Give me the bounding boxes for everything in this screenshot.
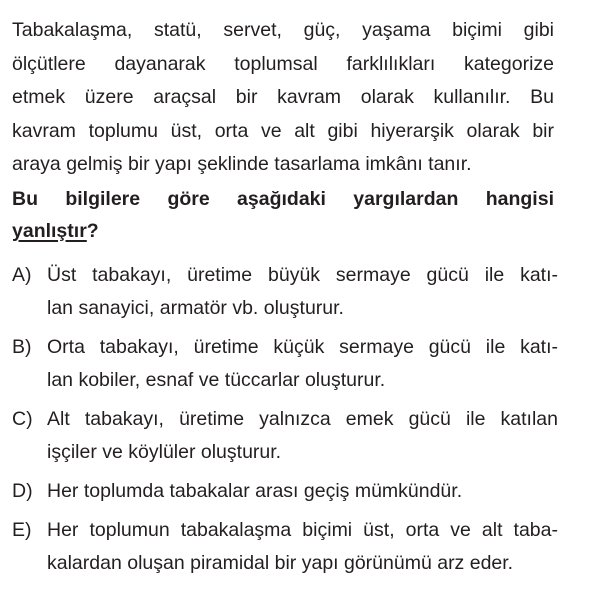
option-text-line: lan sanayici, armatör vb. oluşturur. bbox=[47, 297, 344, 319]
passage-line: etmek üzere araçsal bir kavram olarak kullanılır. Bu bbox=[12, 86, 554, 108]
option-c[interactable] bbox=[12, 403, 558, 469]
option-a[interactable] bbox=[12, 259, 558, 325]
option-d[interactable] bbox=[12, 475, 558, 508]
question-line bbox=[12, 215, 554, 247]
question-mark: ? bbox=[86, 220, 99, 242]
option-text-line: Alt tabakayı, üretime yalnızca emek gücü ile katılan bbox=[47, 408, 558, 430]
option-text-line: Üst tabakayı, üretime büyük sermaye gücü ile katı- bbox=[47, 264, 558, 286]
option-letter: B) bbox=[12, 336, 32, 358]
option-text-line: Her toplumda tabakalar arası geçiş mümkündür. bbox=[47, 480, 463, 502]
passage-line: araya gelmiş bir yapı şeklinde tasarlama imkânı tanır. bbox=[12, 153, 472, 175]
underlined-keyword: yanlıştır bbox=[12, 220, 87, 242]
option-text-line: Orta tabakayı, üretime küçük sermaye gücü ile katı- bbox=[47, 336, 558, 358]
option-text-line: Her toplumun tabakalaşma biçimi üst, orta ve alt taba- bbox=[47, 519, 558, 541]
passage-line: Tabakalaşma, statü, servet, güç, yaşama biçimi gibi bbox=[12, 19, 554, 41]
passage-line: kavram toplumu üst, orta ve alt gibi hiyerarşik olarak bir bbox=[12, 119, 554, 142]
option-text-line: işçiler ve köylüler oluşturur. bbox=[47, 441, 282, 463]
option-text-line: lan kobiler, esnaf ve tüccarlar oluşturur. bbox=[47, 369, 386, 391]
option-b[interactable] bbox=[12, 331, 558, 397]
option-letter: C) bbox=[12, 408, 33, 430]
option-text-line: kalardan oluşan piramidal bir yapı görünümü arz eder. bbox=[47, 552, 514, 574]
option-letter: A) bbox=[12, 264, 32, 286]
passage-text bbox=[12, 14, 554, 182]
option-e[interactable] bbox=[12, 514, 558, 580]
answer-options bbox=[12, 259, 558, 586]
option-letter: D) bbox=[12, 480, 33, 502]
question-stem bbox=[12, 183, 554, 247]
option-letter: E) bbox=[12, 519, 32, 541]
passage-line: ölçütlere dayanarak toplumsal farklılıkları kategorize bbox=[12, 52, 554, 75]
question-line: Bu bilgilere göre aşağıdaki yargılardan hangisi bbox=[12, 188, 554, 210]
